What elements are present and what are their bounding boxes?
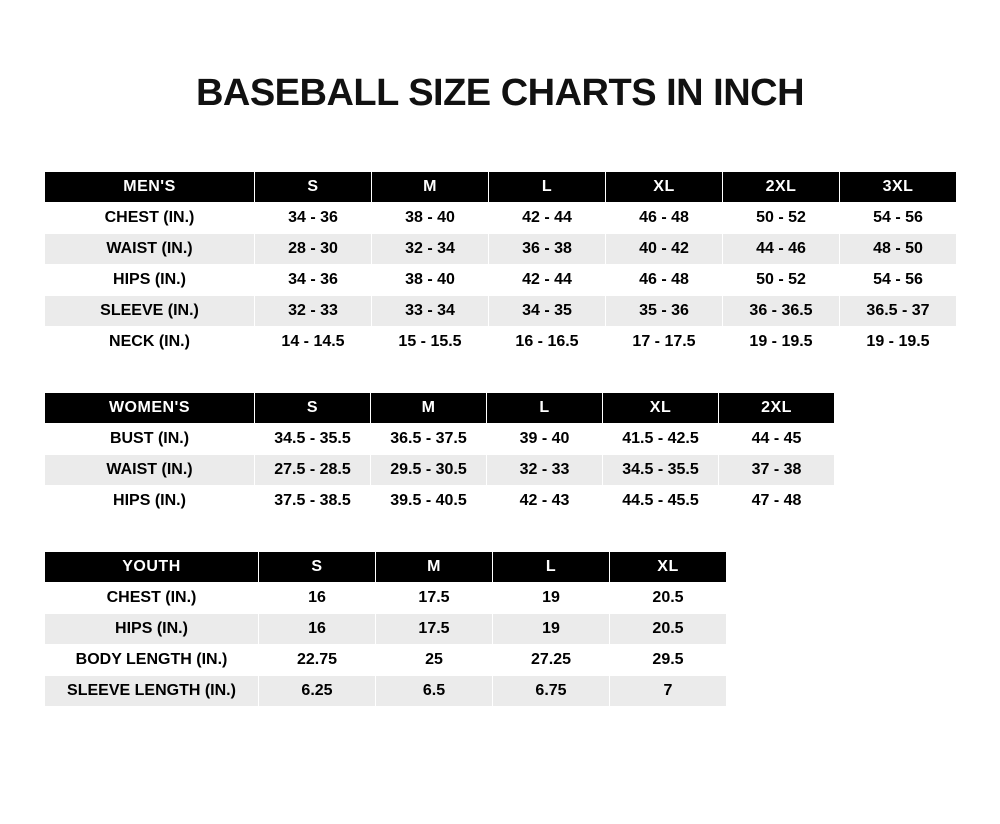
- cell-value: 50 - 52: [723, 203, 840, 234]
- cell-value: 29.5 - 30.5: [371, 455, 487, 486]
- cell-value: 34 - 35: [489, 296, 606, 327]
- cell-value: 20.5: [610, 614, 727, 645]
- cell-value: 34.5 - 35.5: [255, 424, 371, 455]
- mens-header-m: M: [372, 172, 489, 203]
- cell-value: 34 - 36: [255, 203, 372, 234]
- table-row: [45, 614, 727, 645]
- cell-value: 42 - 44: [489, 265, 606, 296]
- cell-value: 38 - 40: [372, 265, 489, 296]
- cell-value: 16: [259, 583, 376, 614]
- cell-value: 19 - 19.5: [723, 327, 840, 358]
- cell-value: 47 - 48: [719, 486, 835, 517]
- youth-header-m: M: [376, 552, 493, 583]
- row-label: HIPS (IN.): [45, 486, 255, 517]
- cell-value: 35 - 36: [606, 296, 723, 327]
- cell-value: 39.5 - 40.5: [371, 486, 487, 517]
- cell-value: 38 - 40: [372, 203, 489, 234]
- cell-value: 32 - 33: [255, 296, 372, 327]
- womens-size-table: [44, 392, 835, 517]
- cell-value: 29.5: [610, 645, 727, 676]
- row-label: HIPS (IN.): [45, 614, 259, 645]
- cell-value: 34 - 36: [255, 265, 372, 296]
- youth-table-body: [45, 583, 727, 707]
- cell-value: 19 - 19.5: [840, 327, 957, 358]
- table-row: [45, 645, 727, 676]
- mens-table-head: [45, 172, 957, 203]
- row-label: CHEST (IN.): [45, 583, 259, 614]
- row-label: SLEEVE (IN.): [45, 296, 255, 327]
- cell-value: 16: [259, 614, 376, 645]
- cell-value: 16 - 16.5: [489, 327, 606, 358]
- cell-value: 36.5 - 37.5: [371, 424, 487, 455]
- youth-size-table: [44, 551, 727, 707]
- youth-header-category: YOUTH: [45, 552, 259, 583]
- womens-table-head: [45, 393, 835, 424]
- cell-value: 36.5 - 37: [840, 296, 957, 327]
- cell-value: 44 - 46: [723, 234, 840, 265]
- youth-header-s: S: [259, 552, 376, 583]
- mens-header-xl: XL: [606, 172, 723, 203]
- size-tables-container: [0, 171, 1000, 707]
- cell-value: 37 - 38: [719, 455, 835, 486]
- cell-value: 36 - 38: [489, 234, 606, 265]
- mens-header-category: MEN'S: [45, 172, 255, 203]
- row-label: SLEEVE LENGTH (IN.): [45, 676, 259, 707]
- youth-header-l: L: [493, 552, 610, 583]
- cell-value: 17 - 17.5: [606, 327, 723, 358]
- cell-value: 7: [610, 676, 727, 707]
- cell-value: 17.5: [376, 583, 493, 614]
- row-label: WAIST (IN.): [45, 455, 255, 486]
- row-label: NECK (IN.): [45, 327, 255, 358]
- youth-header-xl: XL: [610, 552, 727, 583]
- table-header-row: [45, 552, 727, 583]
- cell-value: 15 - 15.5: [372, 327, 489, 358]
- womens-header-s: S: [255, 393, 371, 424]
- table-row: [45, 486, 835, 517]
- cell-value: 50 - 52: [723, 265, 840, 296]
- mens-header-3xl: 3XL: [840, 172, 957, 203]
- table-row: [45, 296, 957, 327]
- cell-value: 36 - 36.5: [723, 296, 840, 327]
- womens-table-body: [45, 424, 835, 517]
- cell-value: 6.75: [493, 676, 610, 707]
- womens-header-category: WOMEN'S: [45, 393, 255, 424]
- size-chart-page: [0, 72, 1000, 824]
- table-row: [45, 424, 835, 455]
- row-label: WAIST (IN.): [45, 234, 255, 265]
- cell-value: 46 - 48: [606, 265, 723, 296]
- table-row: [45, 455, 835, 486]
- cell-value: 32 - 33: [487, 455, 603, 486]
- mens-table-body: [45, 203, 957, 358]
- cell-value: 54 - 56: [840, 203, 957, 234]
- cell-value: 32 - 34: [372, 234, 489, 265]
- cell-value: 28 - 30: [255, 234, 372, 265]
- cell-value: 19: [493, 583, 610, 614]
- row-label: CHEST (IN.): [45, 203, 255, 234]
- cell-value: 6.25: [259, 676, 376, 707]
- cell-value: 54 - 56: [840, 265, 957, 296]
- table-row: [45, 583, 727, 614]
- cell-value: 17.5: [376, 614, 493, 645]
- cell-value: 42 - 44: [489, 203, 606, 234]
- mens-header-l: L: [489, 172, 606, 203]
- cell-value: 33 - 34: [372, 296, 489, 327]
- cell-value: 34.5 - 35.5: [603, 455, 719, 486]
- table-row: [45, 327, 957, 358]
- cell-value: 22.75: [259, 645, 376, 676]
- cell-value: 27.25: [493, 645, 610, 676]
- cell-value: 6.5: [376, 676, 493, 707]
- table-header-row: [45, 393, 835, 424]
- row-label: BODY LENGTH (IN.): [45, 645, 259, 676]
- mens-header-2xl: 2XL: [723, 172, 840, 203]
- cell-value: 48 - 50: [840, 234, 957, 265]
- cell-value: 44 - 45: [719, 424, 835, 455]
- womens-header-l: L: [487, 393, 603, 424]
- youth-table-head: [45, 552, 727, 583]
- table-row: [45, 265, 957, 296]
- cell-value: 19: [493, 614, 610, 645]
- row-label: HIPS (IN.): [45, 265, 255, 296]
- row-label: BUST (IN.): [45, 424, 255, 455]
- cell-value: 39 - 40: [487, 424, 603, 455]
- cell-value: 40 - 42: [606, 234, 723, 265]
- cell-value: 20.5: [610, 583, 727, 614]
- mens-header-s: S: [255, 172, 372, 203]
- cell-value: 41.5 - 42.5: [603, 424, 719, 455]
- page-title: BASEBALL SIZE CHARTS IN INCH: [195, 72, 805, 114]
- cell-value: 42 - 43: [487, 486, 603, 517]
- womens-header-m: M: [371, 393, 487, 424]
- mens-size-table: [44, 171, 957, 358]
- cell-value: 27.5 - 28.5: [255, 455, 371, 486]
- womens-header-xl: XL: [603, 393, 719, 424]
- table-row: [45, 234, 957, 265]
- cell-value: 44.5 - 45.5: [603, 486, 719, 517]
- table-header-row: [45, 172, 957, 203]
- cell-value: 14 - 14.5: [255, 327, 372, 358]
- womens-header-2xl: 2XL: [719, 393, 835, 424]
- cell-value: 46 - 48: [606, 203, 723, 234]
- table-row: [45, 203, 957, 234]
- cell-value: 37.5 - 38.5: [255, 486, 371, 517]
- cell-value: 25: [376, 645, 493, 676]
- table-row: [45, 676, 727, 707]
